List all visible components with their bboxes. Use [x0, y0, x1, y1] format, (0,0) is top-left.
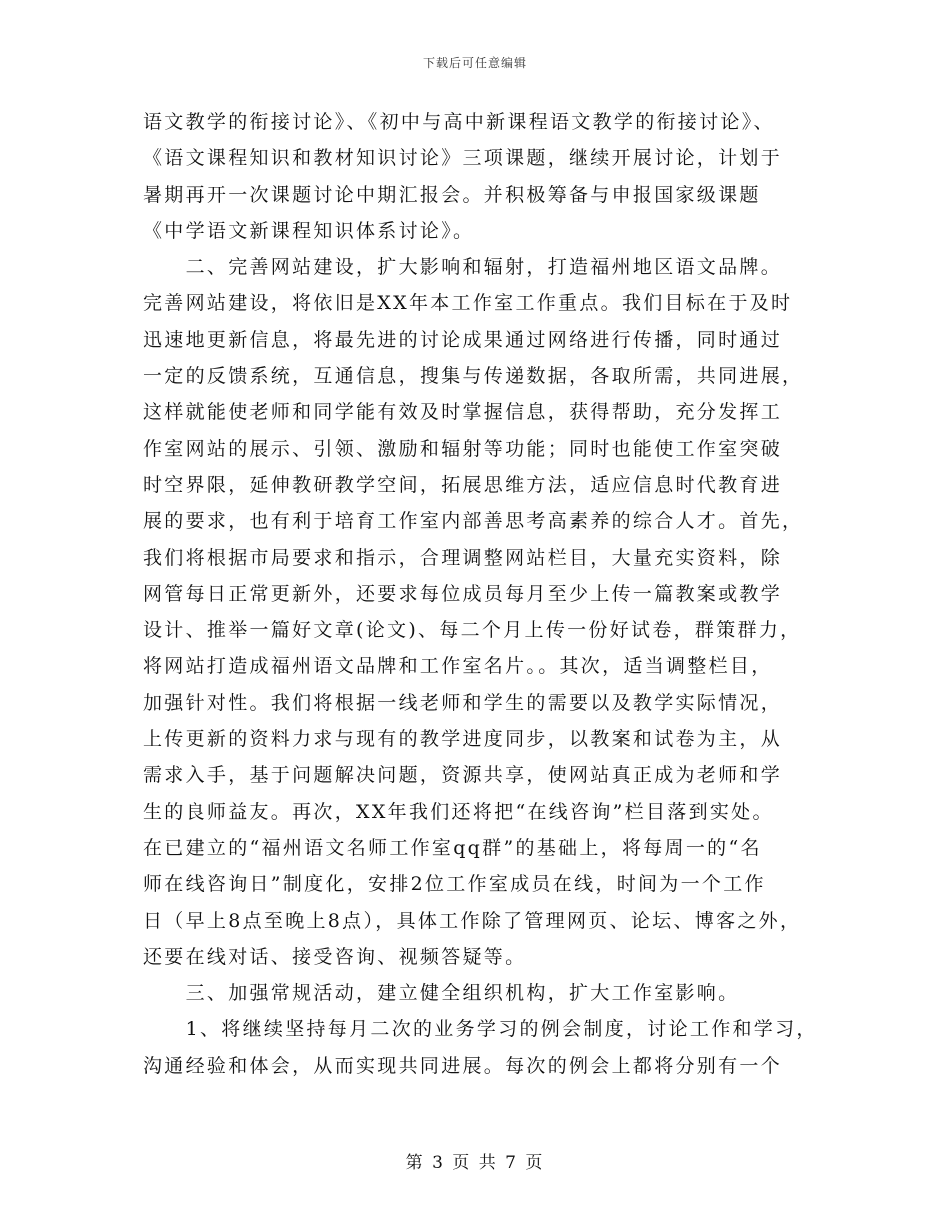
text-line: 上传更新的资料力求与现有的教学进度同步，以教案和试卷为主，从 [143, 728, 783, 751]
text-line: 展的要求，也有利于培育工作室内部善思考高素养的综合人才。首先， [143, 510, 804, 533]
text-line: 二、完善网站建设，扩大影响和辐射，打造福州地区语文品牌。 [143, 256, 783, 279]
text-line: 时空界限，延伸教研教学空间，拓展思维方法，适应信息时代教育进 [143, 473, 783, 496]
text-line: 《语文课程知识和教材知识讨论》三项课题，继续开展讨论，计划于 [143, 147, 783, 170]
text-line: 三、加强常规活动，建立健全组织机构，扩大工作室影响。 [143, 982, 740, 1005]
text-line: 我们将根据市局要求和指示，合理调整网站栏目，大量充实资料，除 [143, 546, 783, 569]
header-note: 下载后可任意编辑 [422, 56, 527, 70]
text-line: 作室网站的展示、引领、激励和辐射等功能；同时也能使工作室突破 [143, 437, 783, 460]
text-line: 在已建立的“福州语文名师工作室qq群”的基础上，将每周一的“名 [143, 836, 762, 859]
text-line: 这样就能使老师和同学能有效及时掌握信息，获得帮助，充分发挥工 [143, 401, 783, 424]
text-line: 《中学语文新课程知识体系讨论》。 [143, 219, 475, 242]
page-footer: 第 3 页 共 7 页 [405, 1153, 545, 1173]
text-line: 日（早上8点至晚上8点），具体工作除了管理网页、论坛、博客之外， [143, 909, 802, 932]
text-line: 一定的反馈系统，互通信息，搜集与传递数据，各取所需，共同进展， [143, 365, 804, 388]
text-line: 设计、推举一篇好文章(论文)、每二个月上传一份好试卷，群策群力， [143, 619, 802, 642]
text-line: 需求入手，基于问题解决问题，资源共享，使网站真正成为老师和学 [143, 764, 783, 787]
text-line: 完善网站建设，将依旧是XX年本工作室工作重点。我们目标在于及时 [143, 292, 793, 315]
text-line: 还要在线对话、接受咨询、视频答疑等。 [143, 945, 527, 968]
text-line: 沟通经验和体会，从而实现共同进展。每次的例会上都将分别有一个 [143, 1054, 783, 1077]
text-line: 语文教学的衔接讨论》、《初中与高中新课程语文教学的衔接讨论》、 [143, 111, 775, 133]
text-line: 迅速地更新信息，将最先进的讨论成果通过网络进行传播，同时通过 [143, 328, 783, 351]
text-line: 将网站打造成福州语文品牌和工作室名片。。其次，适当调整栏目， [143, 655, 773, 678]
text-line: 师在线咨询日”制度化，安排2位工作室成员在线，时间为一个工作 [143, 873, 766, 896]
text-line: 1、将继续坚持每月二次的业务学习的例会制度，讨论工作和学习， [143, 1018, 818, 1041]
text-line: 生的良师益友。再次，XX年我们还将把“在线咨询”栏目落到实处。 [143, 800, 774, 823]
text-line: 网管每日正常更新外，还要求每位成员每月至少上传一篇教案或教学 [143, 582, 783, 605]
text-line: 加强针对性。我们将根据一线老师和学生的需要以及教学实际情况， [143, 691, 783, 714]
body-text [143, 104, 833, 1084]
text-line: 暑期再开一次课题讨论中期汇报会。并积极筹备与申报国家级课题 [143, 183, 761, 206]
